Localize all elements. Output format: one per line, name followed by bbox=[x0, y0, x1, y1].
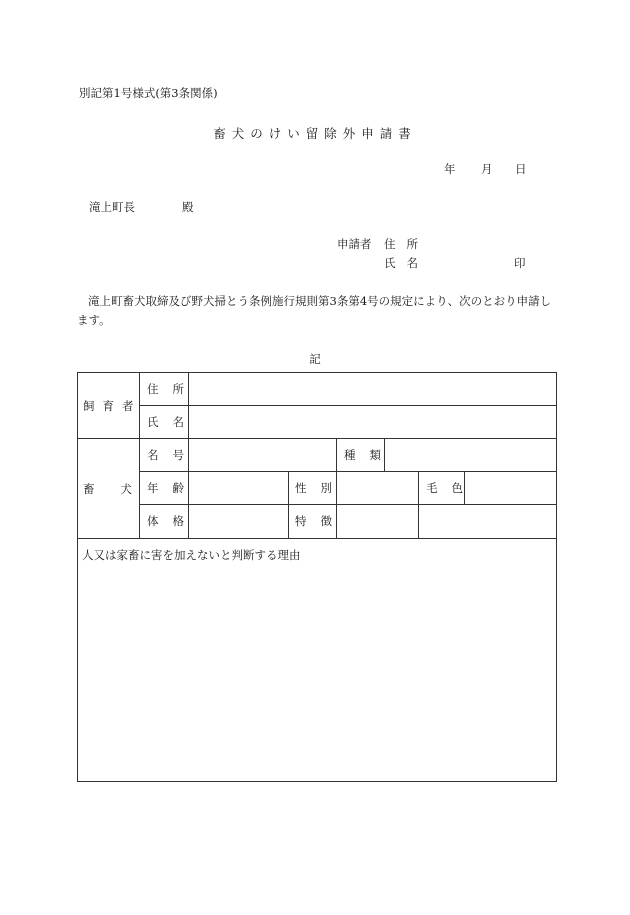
date-year-label: 年 bbox=[444, 162, 456, 176]
dog-section-label: 畜犬 bbox=[83, 482, 158, 496]
dog-breed-label: 種類 bbox=[344, 448, 395, 462]
keeper-section-label: 飼育者 bbox=[83, 399, 142, 413]
dog-color-label: 毛色 bbox=[426, 481, 477, 495]
applicant-label: 申請者 bbox=[337, 237, 372, 251]
addressee-name: 滝上町長 bbox=[89, 200, 135, 214]
reason-label: 人又は家畜に害を加えないと判断する理由 bbox=[82, 548, 301, 562]
date-month-label: 月 bbox=[481, 162, 493, 176]
dog-features-label: 特徴 bbox=[295, 514, 346, 528]
applicant-address-label: 住所 bbox=[384, 237, 429, 251]
seal-mark: 印 bbox=[514, 256, 526, 270]
dog-build-label: 体格 bbox=[147, 514, 198, 528]
table-grid-lines bbox=[77, 372, 557, 782]
dog-age-label: 年齢 bbox=[147, 481, 198, 495]
application-table bbox=[77, 372, 557, 782]
dog-name-label: 名号 bbox=[147, 448, 198, 462]
form-number: 別記第1号様式(第3条関係) bbox=[79, 86, 218, 100]
dog-sex-label: 性別 bbox=[295, 481, 346, 495]
document-title: 畜犬のけい留除外申請書 bbox=[213, 126, 417, 141]
keeper-name-label: 氏名 bbox=[147, 415, 198, 429]
ki-heading: 記 bbox=[309, 352, 321, 366]
body-paragraph: 滝上町畜犬取締及び野犬掃とう条例施行規則第3条第4号の規定により、次のとおり申請します。 bbox=[77, 294, 552, 327]
keeper-address-label: 住所 bbox=[147, 382, 198, 396]
addressee-honorific: 殿 bbox=[182, 200, 194, 214]
applicant-name-label: 氏名 bbox=[384, 256, 429, 270]
date-day-label: 日 bbox=[515, 162, 527, 176]
